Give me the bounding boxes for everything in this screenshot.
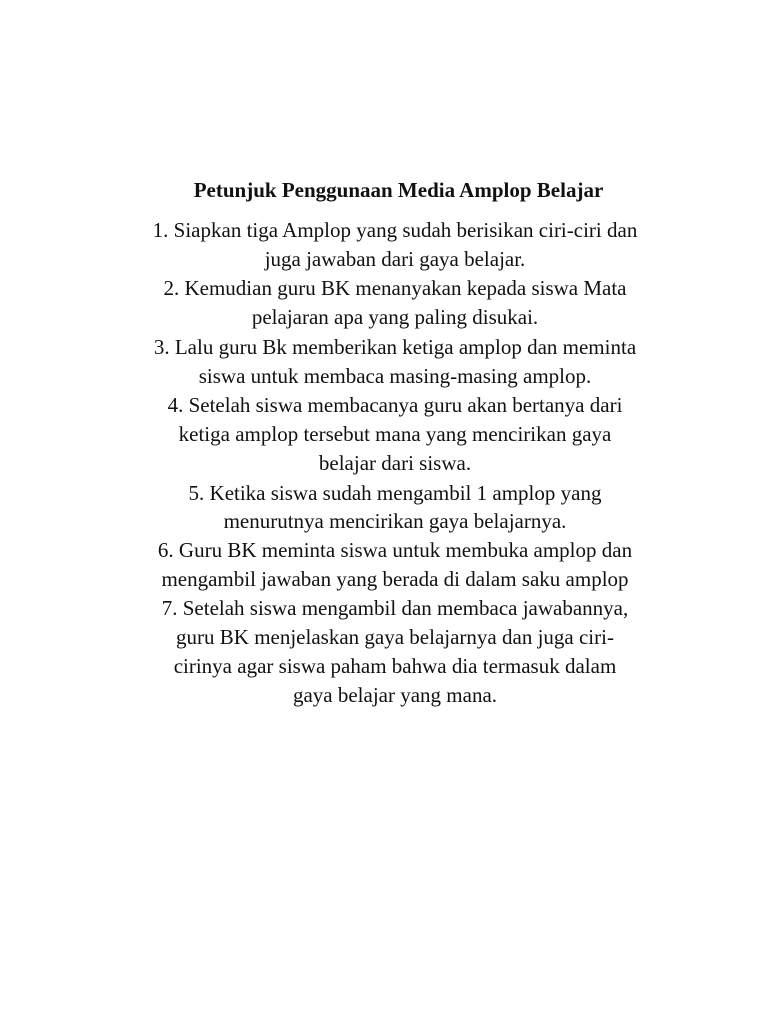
instruction-line-5: 3. Lalu guru Bk memberikan ketiga amplop dan meminta (153, 335, 637, 359)
page-title: Petunjuk Penggunaan Media Amplop Belajar (193, 178, 604, 202)
instruction-line-3: 2. Kemudian guru BK menanyakan kepada siswa Mata (163, 276, 627, 300)
instruction-line-12: 6. Guru BK meminta siswa untuk membuka amplop dan (157, 538, 633, 562)
instruction-line-7: 4. Setelah siswa membacanya guru akan bertanya dari (167, 393, 623, 417)
instruction-line-11: menurutnya mencirikan gaya belajarnya. (223, 509, 567, 533)
instruction-line-14: 7. Setelah siswa mengambil dan membaca jawabannya, (161, 596, 629, 620)
instruction-line-8: ketiga amplop tersebut mana yang mencirikan gaya (178, 422, 612, 446)
instruction-line-15: guru BK menjelaskan gaya belajarnya dan juga ciri- (176, 625, 614, 649)
instruction-line-4: pelajaran apa yang paling disukai. (251, 305, 539, 329)
instruction-line-2: juga jawaban dari gaya belajar. (264, 247, 526, 271)
instruction-line-16: cirinya agar siswa paham bahwa dia termasuk dalam (173, 654, 617, 678)
instruction-line-17: gaya belajar yang mana. (292, 683, 498, 707)
instruction-line-6: siswa untuk membaca masing-masing amplop. (198, 364, 592, 388)
instruction-line-9: belajar dari siswa. (318, 451, 472, 475)
instruction-line-10: 5. Ketika siswa sudah mengambil 1 amplop yang (188, 481, 602, 505)
instruction-line-13: mengambil jawaban yang berada di dalam saku amplop (161, 567, 629, 591)
instruction-line-1: 1. Siapkan tiga Amplop yang sudah berisikan ciri-ciri dan (152, 218, 638, 242)
